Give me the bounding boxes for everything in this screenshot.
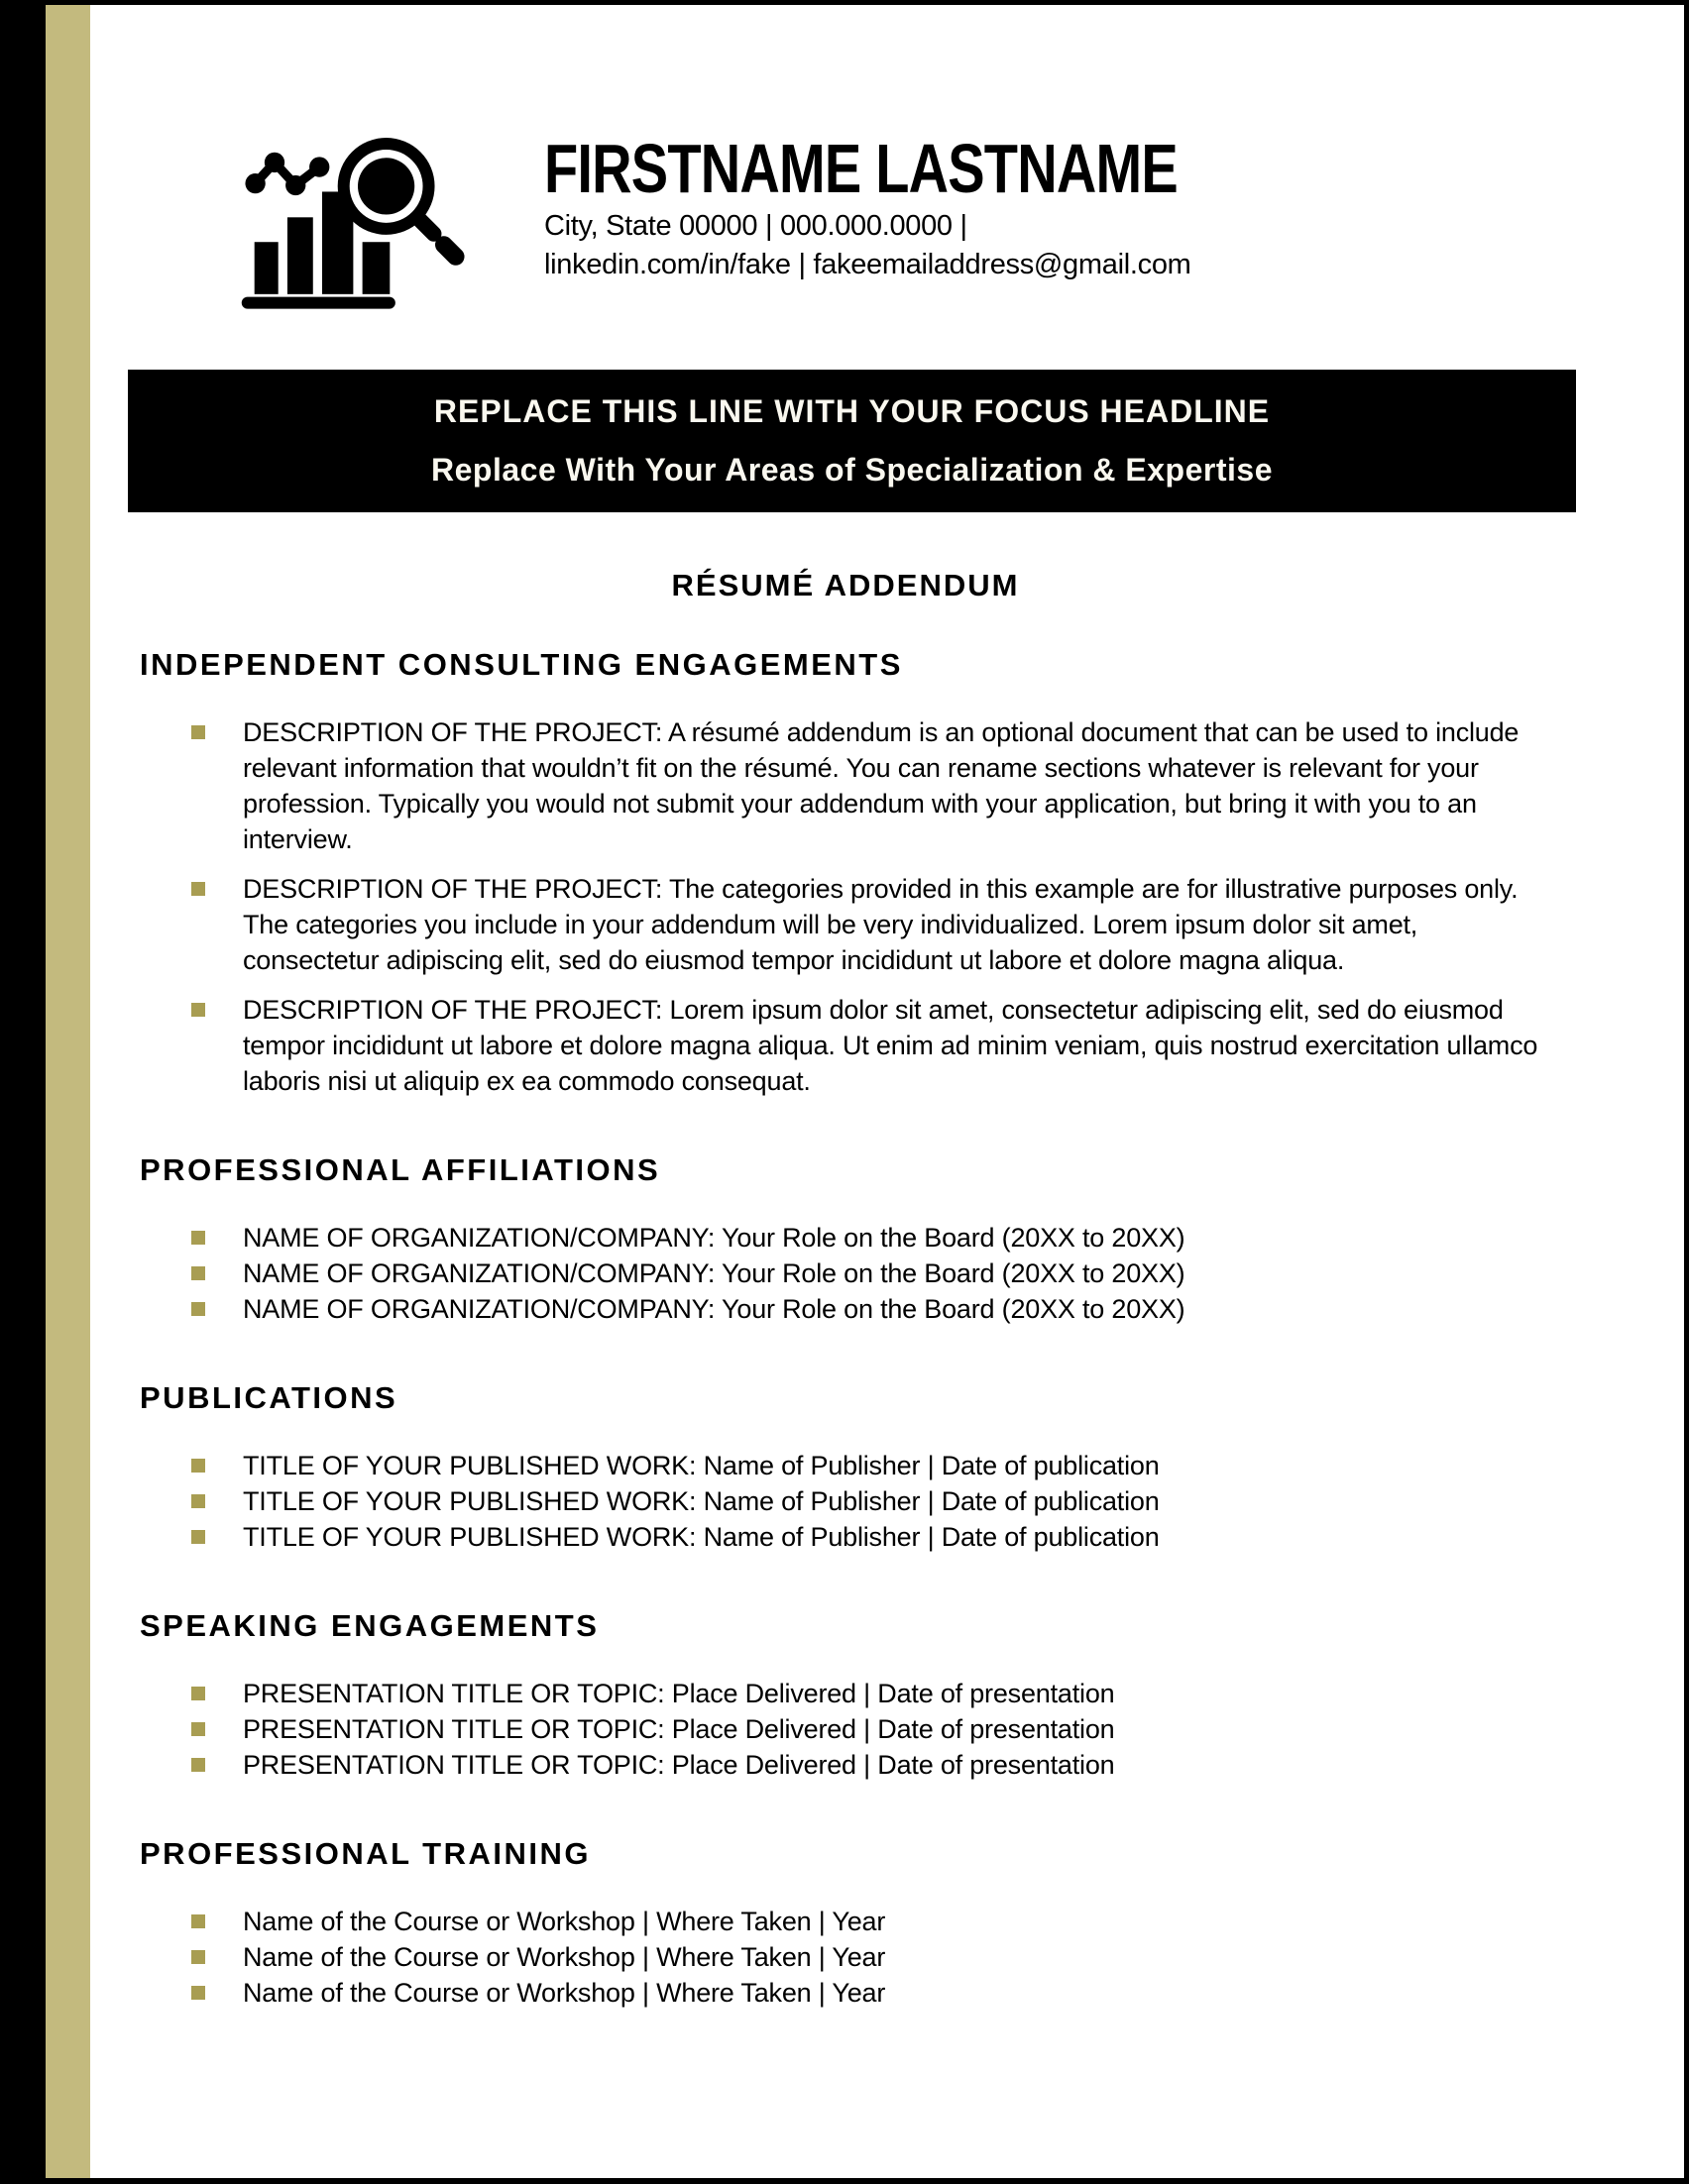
bullet-square-icon bbox=[191, 1003, 205, 1017]
gold-accent-stripe bbox=[46, 5, 90, 2178]
bullet-item bbox=[140, 1747, 1684, 1783]
bullet-list bbox=[140, 714, 1684, 1099]
bullet-square-icon bbox=[191, 1231, 205, 1245]
bullet-item bbox=[140, 1939, 1684, 1975]
bullet-text: TITLE OF YOUR PUBLISHED WORK: Name of Publisher | Date of publication bbox=[243, 1486, 1160, 1516]
bullet-item bbox=[140, 1448, 1684, 1483]
bullet-square-icon bbox=[191, 1986, 205, 2000]
bullet-text: PRESENTATION TITLE OR TOPIC: Place Delivered | Date of presentation bbox=[243, 1750, 1115, 1780]
section-heading: SPEAKING ENGAGEMENTS bbox=[140, 1608, 600, 1643]
section-independent-consulting-engagements bbox=[140, 647, 1684, 1099]
section-publications bbox=[140, 1380, 1684, 1555]
section-heading: PROFESSIONAL AFFILIATIONS bbox=[140, 1152, 661, 1187]
bullet-square-icon bbox=[191, 1266, 205, 1280]
bullet-square-icon bbox=[191, 1494, 205, 1508]
bullet-text: PRESENTATION TITLE OR TOPIC: Place Delivered | Date of presentation bbox=[243, 1714, 1115, 1744]
contact-line-1: City, State 00000 | 000.000.0000 | bbox=[544, 210, 967, 242]
bullet-square-icon bbox=[191, 1530, 205, 1544]
bullet-text: Name of the Course or Workshop | Where Taken | Year bbox=[243, 1907, 886, 1936]
bullet-text: Name of the Course or Workshop | Where Taken | Year bbox=[243, 1978, 886, 2008]
bullet-item bbox=[140, 1676, 1684, 1711]
bullet-item bbox=[140, 1220, 1684, 1256]
bullet-item bbox=[140, 992, 1684, 1099]
contact-line-2: linkedin.com/in/fake | fakeemailaddress@gmail.com bbox=[544, 249, 1191, 280]
bullet-text: Name of the Course or Workshop | Where Taken | Year bbox=[243, 1942, 886, 1972]
section-speaking-engagements bbox=[140, 1608, 1684, 1783]
bullet-square-icon bbox=[191, 1687, 205, 1700]
bullet-square-icon bbox=[191, 882, 205, 896]
section-professional-training bbox=[140, 1836, 1684, 2011]
bullet-item bbox=[140, 1975, 1684, 2011]
document-title: RÉSUMÉ ADDENDUM bbox=[671, 568, 1020, 602]
header-text bbox=[544, 124, 1336, 284]
section-heading: PUBLICATIONS bbox=[140, 1380, 398, 1415]
bullet-list bbox=[140, 1220, 1684, 1327]
page-border-right bbox=[1684, 0, 1689, 2184]
bullet-square-icon bbox=[191, 725, 205, 739]
bullet-text: NAME OF ORGANIZATION/COMPANY: Your Role on the Board (20XX to 20XX) bbox=[243, 1294, 1185, 1324]
section-heading: INDEPENDENT CONSULTING ENGAGEMENTS bbox=[140, 647, 903, 682]
page-content bbox=[90, 5, 1684, 2011]
bullet-text: DESCRIPTION OF THE PROJECT: The categories provided in this example are for illustrative purposes only. The categories you include in your addendum will be very individualized. Lorem ipsum dolor sit amet, consectetur adipiscing elit, sed do eiusmod tempor incididunt ut labore et dolore magna aliqua. bbox=[243, 874, 1519, 975]
bullet-text: PRESENTATION TITLE OR TOPIC: Place Delivered | Date of presentation bbox=[243, 1679, 1115, 1708]
bullet-square-icon bbox=[191, 1302, 205, 1316]
bullet-square-icon bbox=[191, 1950, 205, 1964]
bullet-item bbox=[140, 1291, 1684, 1327]
focus-headline-banner bbox=[128, 370, 1576, 512]
bullet-item bbox=[140, 1483, 1684, 1519]
specialization-subheadline: Replace With Your Areas of Specialization & Expertise bbox=[431, 452, 1273, 488]
bullet-list bbox=[140, 1676, 1684, 1783]
bullet-square-icon bbox=[191, 1459, 205, 1473]
bullet-text: NAME OF ORGANIZATION/COMPANY: Your Role on the Board (20XX to 20XX) bbox=[243, 1258, 1185, 1288]
bullet-text: DESCRIPTION OF THE PROJECT: A résumé addendum is an optional document that can be used to include relevant information that wouldn’t fit on the résumé. You can rename sections whatever is relevant for your profession. Typically you would not submit your addendum with your application, but bring it with you to an interview. bbox=[243, 717, 1520, 854]
bullet-item bbox=[140, 871, 1684, 978]
page-border-bottom bbox=[0, 2178, 1689, 2184]
bullet-item bbox=[140, 714, 1684, 857]
bullet-item bbox=[140, 1711, 1684, 1747]
focus-headline: REPLACE THIS LINE WITH YOUR FOCUS HEADLINE bbox=[433, 393, 1271, 429]
page-border-left bbox=[0, 0, 46, 2184]
bullet-text: TITLE OF YOUR PUBLISHED WORK: Name of Publisher | Date of publication bbox=[243, 1522, 1160, 1552]
header bbox=[90, 124, 1684, 318]
bullet-item bbox=[140, 1256, 1684, 1291]
bullet-list bbox=[140, 1904, 1684, 2011]
bullet-item bbox=[140, 1904, 1684, 1939]
bullet-list bbox=[140, 1448, 1684, 1555]
bullet-text: TITLE OF YOUR PUBLISHED WORK: Name of Publisher | Date of publication bbox=[243, 1451, 1160, 1480]
bullet-text: NAME OF ORGANIZATION/COMPANY: Your Role on the Board (20XX to 20XX) bbox=[243, 1223, 1185, 1253]
bullet-square-icon bbox=[191, 1722, 205, 1736]
bullet-text: DESCRIPTION OF THE PROJECT: Lorem ipsum dolor sit amet, consectetur adipiscing elit, sed do eiusmod tempor incididunt ut labore et dolore magna aliqua. Ut enim ad minim veniam, quis nostrud exercitation ullamco laboris nisi ut aliquip ex ea commodo consequat. bbox=[243, 995, 1538, 1096]
bullet-square-icon bbox=[191, 1914, 205, 1928]
section-professional-affiliations bbox=[140, 1152, 1684, 1327]
section-heading: PROFESSIONAL TRAINING bbox=[140, 1836, 591, 1871]
bullet-item bbox=[140, 1519, 1684, 1555]
person-name: FIRSTNAME LASTNAME bbox=[544, 130, 1178, 207]
bar-chart-search-icon bbox=[227, 124, 465, 318]
bullet-square-icon bbox=[191, 1758, 205, 1772]
